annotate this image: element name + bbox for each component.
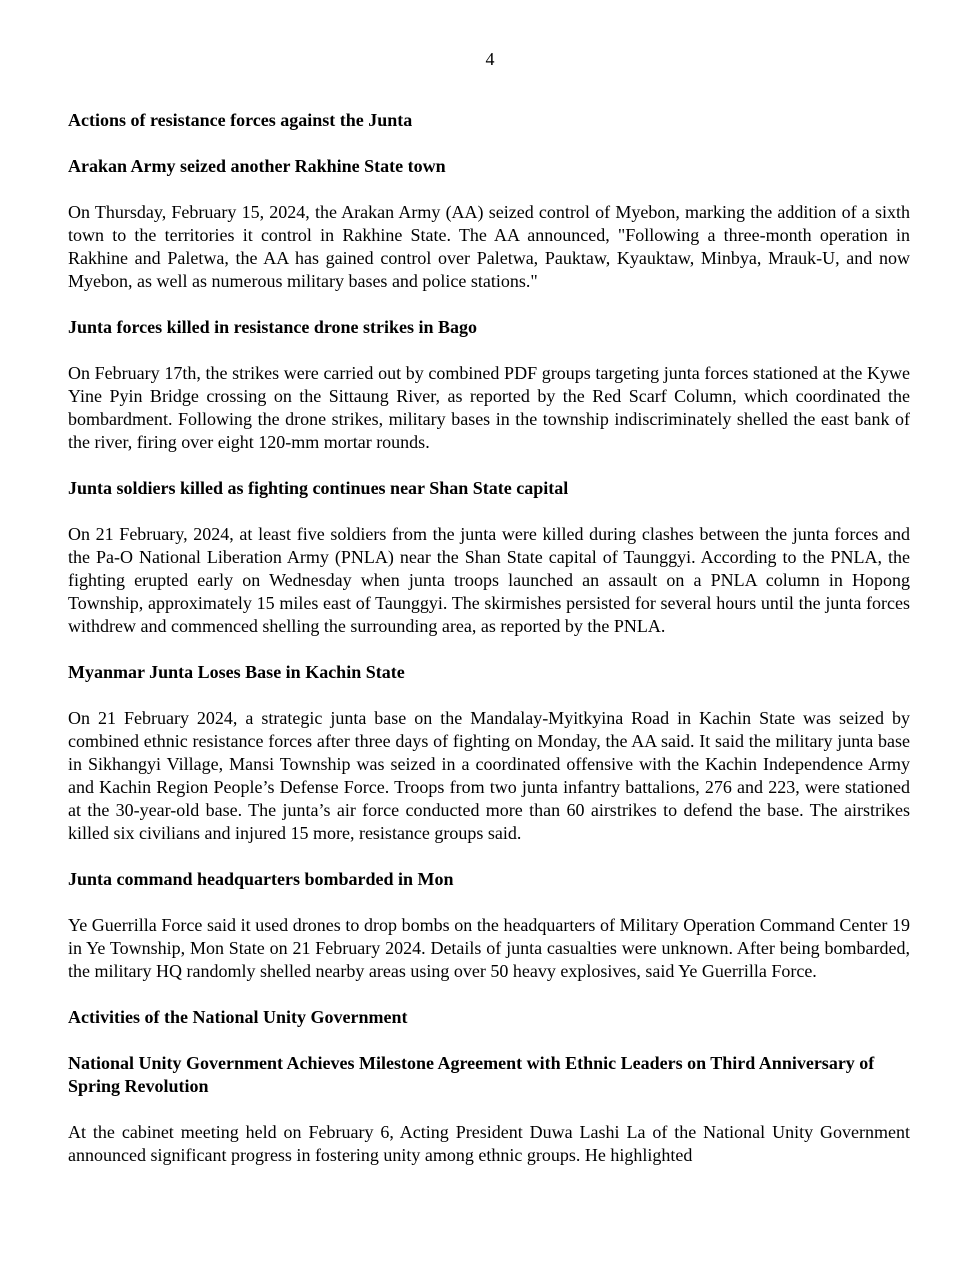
- article-body-nug: At the cabinet meeting held on February 6, Acting President Duwa Lashi La of the National Unity Government announced significant progress in fostering unity among ethnic groups. He highlighted: [68, 1122, 910, 1165]
- article-body-arakan: On Thursday, February 15, 2024, the Arakan Army (AA) seized control of Myebon, marking the addition of a sixth town to the territories it control in Rakhine State. The AA announced, "Following a three-month operation in Rakhine and Paletwa, the AA has gained control over Paletwa, Pauktaw, Kyauktaw, Minbya, Mrauk-U, and now Myebon, as well as numerous military bases and police stations.": [68, 202, 910, 291]
- document-body: [68, 109, 910, 1167]
- article-heading-nug: National Unity Government Achieves Milestone Agreement with Ethnic Leaders on Third Anniversary of Spring Revolution: [68, 1053, 875, 1096]
- article-heading-shan: Junta soldiers killed as fighting continues near Shan State capital: [68, 478, 569, 498]
- article-heading-mon: Junta command headquarters bombarded in Mon: [68, 869, 454, 889]
- section-title-nug: Activities of the National Unity Government: [68, 1007, 408, 1027]
- article-heading-bago: Junta forces killed in resistance drone strikes in Bago: [68, 317, 478, 337]
- article-body-bago: On February 17th, the strikes were carried out by combined PDF groups targeting junta forces stationed at the Kywe Yine Pyin Bridge crossing on the Sittaung River, as reported by the Red Scarf Column, which coordinated the bombardment. Following the drone strikes, military bases in the township indiscriminately shelled the east bank of the river, firing over eight 120-mm mortar rounds.: [68, 363, 910, 452]
- article-body-shan: On 21 February, 2024, at least five soldiers from the junta were killed during clashes between the junta forces and the Pa-O National Liberation Army (PNLA) near the Shan State capital of Taunggyi. According to the PNLA, the fighting erupted early on Wednesday when junta troops launched an assault on a PNLA column in Hopong Township, approximately 15 miles east of Taunggyi. The skirmishes persisted for several hours until the junta forces withdrew and commenced shelling the surrounding area, as reported by the PNLA.: [68, 524, 910, 636]
- article-heading-kachin: Myanmar Junta Loses Base in Kachin State: [68, 662, 405, 682]
- article-heading-arakan: Arakan Army seized another Rakhine State town: [68, 156, 446, 176]
- section-title-resistance: Actions of resistance forces against the Junta: [68, 110, 413, 130]
- article-body-mon: Ye Guerrilla Force said it used drones to drop bombs on the headquarters of Military Operation Command Center 19 in Ye Township, Mon State on 21 February 2024. Details of junta casualties were unknown. After being bombarded, the military HQ randomly shelled nearby areas using over 50 heavy explosives, said Ye Guerrilla Force.: [68, 915, 910, 981]
- article-body-kachin: On 21 February 2024, a strategic junta base on the Mandalay-Myitkyina Road in Kachin State was seized by combined ethnic resistance forces after three days of fighting on Monday, the AA said. It said the military junta base in Sikhangyi Village, Mansi Township was seized in a coordinated offensive with the Kachin Independence Army and Kachin Region People’s Defense Force. Troops from two junta infantry battalions, 276 and 223, were stationed at the 30-year-old base. The junta’s air force conducted more than 60 airstrikes to defend the base. The airstrikes killed six civilians and injured 15 more, resistance groups said.: [68, 708, 910, 843]
- page-number: 4: [485, 49, 495, 69]
